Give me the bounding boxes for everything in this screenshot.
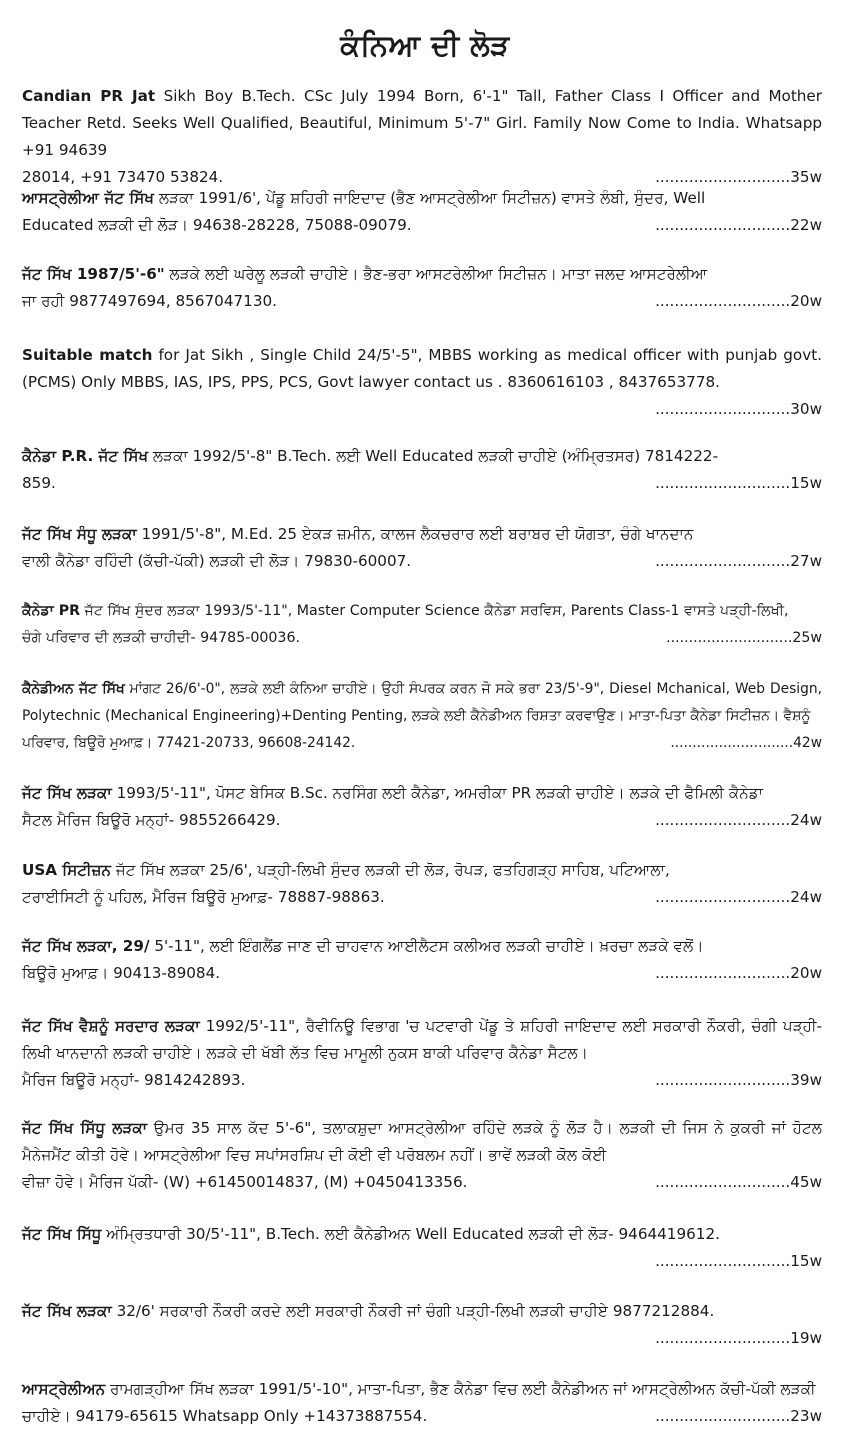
ad-text: 5'-11", ਲਈ ਇੰਗਲੈਂਡ ਜਾਣ ਦੀ ਚਾਹਵਾਨ ਆਈਲੈਟਸ ਕਲੀਅਰ ਲੜਕੀ ਚਾਹੀਏ। ਖ਼ਰਚਾ ਲੜਕੇ ਵਲੋਂ। bbox=[149, 937, 704, 955]
ad-price: ............................15w bbox=[655, 474, 822, 492]
ad-lead: ਜੱਟ ਸਿੱਖ ਲੜਕਾ, 29/ bbox=[22, 937, 150, 955]
ad-text: ਮਾਂਗਟ 26/6'-0", ਲੜਕੇ ਲਈ ਕੰਨਿਆ ਚਾਹੀਏ। ਉਹੀ ਸੰਪਰਕ ਕਰਨ ਜੋ ਸਕੇ ਭਰਾ 23/5'-9", Diesel Mchanical, Web Design, Polytechnic (Mechanical Engineering)+Denting Penting, ਲੜਕੇ ਲਈ ਕੈਨੇਡੀਅਨ ਰਿਸ਼ਤਾ ਕਰਵਾਉਣ। ਮਾਤਾ-ਪਿਤਾ ਕੈਨੇਡਾ ਸਿਟੀਜ਼ਨ। ਵੈਸ਼ਨੂੰ bbox=[22, 681, 822, 724]
ad-lead: ਜੱਟ ਸਿੱਖ 1987/5'-6" bbox=[22, 265, 165, 283]
classified-ad bbox=[22, 1115, 822, 1196]
ad-price: ............................19w bbox=[655, 1329, 822, 1347]
ad-text: ਲੜਕਾ 1991/6', ਪੇਂਡੂ ਸ਼ਹਿਰੀ ਜਾਇਦਾਦ (ਭੈਣ ਆਸਟ੍ਰੇਲੀਆ ਸਿਟੀਜ਼ਨ) ਵਾਸਤੇ ਲੰਬੀ, ਸੁੰਦਰ, Well bbox=[154, 189, 706, 207]
ad-lead: ਜੱਟ ਸਿੱਖ ਸਿੱਧੂ bbox=[22, 1225, 102, 1243]
ad-price: ............................25w bbox=[666, 630, 822, 646]
classified-ad bbox=[22, 261, 822, 315]
classified-ad bbox=[22, 1221, 822, 1275]
ad-text: ਲੜਕਾ 1992/5'-8" B.Tech. ਲਈ Well Educated ਲੜਕੀ ਚਾਹੀਏ (ਅੰਮ੍ਰਿਤਸਰ) 7814222- bbox=[148, 447, 719, 465]
ad-price: ............................42w bbox=[670, 735, 822, 751]
ad-lead: ਜੱਟ ਸਿੱਖ ਸਿੱਧੂ ਲੜਕਾ bbox=[22, 1119, 148, 1137]
ad-lead: ਕੈਨੇਡਾ PR bbox=[22, 603, 81, 619]
ad-text: 1993/5'-11", ਪੋਸਟ ਬੇਸਿਕ B.Sc. ਨਰਸਿੰਗ ਲਈ ਕੈਨੇਡਾ, ਅਮਰੀਕਾ PR ਲੜਕੀ ਚਾਹੀਏ। ਲੜਕੇ ਦੀ ਫੈਮਿਲੀ ਕੈਨੇਡਾ bbox=[111, 784, 763, 802]
page-title: ਕੰਨਿਆ ਦੀ ਲੋੜ bbox=[340, 28, 510, 62]
classified-ad bbox=[22, 676, 822, 757]
ad-tail: ਮੈਰਿਜ ਬਿਊਰੋ ਮਨ੍ਹਾਂ- 9814242893. bbox=[22, 1071, 246, 1089]
ad-price: ............................15w bbox=[655, 1252, 822, 1270]
classified-ad bbox=[22, 443, 822, 497]
ad-lead: ਜੱਟ ਸਿੱਖ ਲੜਕਾ bbox=[22, 1302, 112, 1320]
ad-price: ............................24w bbox=[655, 888, 822, 906]
ad-tail: Educated ਲੜਕੀ ਦੀ ਲੋੜ। 94638-28228, 75088-09079. bbox=[22, 216, 412, 234]
ad-price: ............................20w bbox=[655, 964, 822, 982]
ad-tail: ਬਿਊਰੋ ਮੁਆਫ਼। 90413-89084. bbox=[22, 964, 221, 982]
ad-lead: ਕੈਨੇਡੀਅਨ ਜੱਟ ਸਿੱਖ bbox=[22, 681, 125, 697]
ad-lead: ਜੱਟ ਸਿੱਖ ਸੰਧੂ ਲੜਕਾ bbox=[22, 525, 137, 543]
ad-price: ............................20w bbox=[655, 292, 822, 310]
ad-tail: ਵਾਲੀ ਕੈਨੇਡਾ ਰਹਿੰਦੀ (ਕੱਚੀ-ਪੱਕੀ) ਲੜਕੀ ਦੀ ਲੋੜ। 79830-60007. bbox=[22, 552, 412, 570]
ad-tail: 859. bbox=[22, 474, 56, 492]
ad-tail: ਵੀਜ਼ਾ ਹੋਵੇ। ਮੈਰਿਜ ਪੱਕੀ- (W) +61450014837, (M) +0450413356. bbox=[22, 1173, 468, 1191]
ad-price: ............................45w bbox=[655, 1173, 822, 1191]
ad-price: ............................27w bbox=[655, 552, 822, 570]
classified-ad bbox=[22, 780, 822, 834]
ad-price: ............................39w bbox=[655, 1071, 822, 1089]
ad-text: 32/6' ਸਰਕਾਰੀ ਨੌਕਰੀ ਕਰਦੇ ਲਈ ਸਰਕਾਰੀ ਨੌਕਰੀ ਜਾਂ ਚੰਗੀ ਪੜ੍ਹੀ-ਲਿਖੀ ਲੜਕੀ ਚਾਹੀਏ 9877212884. bbox=[111, 1302, 715, 1320]
ad-text: 1992/5'-11", ਰੈਵੀਨਿਊ ਵਿਭਾਗ 'ਚ ਪਟਵਾਰੀ ਪੇਂਡੂ ਤੇ ਸ਼ਹਿਰੀ ਜਾਇਦਾਦ ਲਈ ਸਰਕਾਰੀ ਨੌਕਰੀ, ਚੰਗੀ ਪੜ੍ਹੀ-ਲਿਖੀ ਖਾਨਦਾਨੀ ਲੜਕੀ ਚਾਹੀਏ। ਲੜਕੇ ਦੀ ਖੱਬੀ ਲੱਤ ਵਿਚ ਮਾਮੂਲੀ ਨੁਕਸ ਬਾਕੀ ਪਰਿਵਾਰ ਕੈਨੇਡਾ ਸੈਟਲ। bbox=[22, 1017, 822, 1062]
ad-price: ............................23w bbox=[655, 1407, 822, 1425]
ad-tail: 28014, +91 73470 53824. bbox=[22, 168, 224, 186]
ad-text: Sikh Boy B.Tech. CSc July 1994 Born, 6'-1" Tall, Father Class I Officer and Mother Teacher Retd. Seeks Well Qualified, Beautiful, Minimum 5'-7" Girl. Family Now Come to India. Whatsapp +91 94639 bbox=[22, 87, 823, 159]
ad-text: ਲੜਕੇ ਲਈ ਘਰੇਲੂ ਲੜਕੀ ਚਾਹੀਏ। ਭੈਣ-ਭਰਾ ਆਸਟਰੇਲੀਆ ਸਿਟੀਜ਼ਨ। ਮਾਤਾ ਜਲਦ ਆਸਟਰੇਲੀਆ bbox=[164, 265, 708, 283]
ad-text: ਅੰਮ੍ਰਿਤਧਾਰੀ 30/5'-11", B.Tech. ਲਈ ਕੈਨੇਡੀਅਨ Well Educated ਲੜਕੀ ਦੀ ਲੋੜ- 9464419612. bbox=[101, 1225, 720, 1243]
ad-price: ............................35w bbox=[655, 168, 822, 186]
classified-ad bbox=[22, 185, 822, 239]
ad-tail: ਜਾ ਰਹੀ 9877497694, 8567047130. bbox=[22, 292, 277, 310]
ad-text: for Jat Sikh , Single Child 24/5'-5", MBBS working as medical officer with punjab govt. (PCMS) Only MBBS, IAS, IPS, PPS, PCS, Govt lawyer contact us . 8360616103 , 8437653778. bbox=[22, 346, 822, 391]
ad-lead: ਜੱਟ ਸਿੱਖ ਵੈਸ਼ਨੂੰ ਸਰਦਾਰ ਲੜਕਾ bbox=[22, 1017, 200, 1035]
classified-ad bbox=[22, 857, 822, 911]
ad-price: ............................22w bbox=[655, 216, 822, 234]
classified-ad bbox=[22, 933, 822, 987]
ad-text: ਉਮਰ 35 ਸਾਲ ਕੱਦ 5'-6", ਤਲਾਕਸ਼ੁਦਾ ਆਸਟ੍ਰੇਲੀਆ ਰਹਿੰਦੇ ਲੜਕੇ ਨੂੰ ਲੋੜ ਹੈ। ਲੜਕੀ ਦੀ ਜਿਸ ਨੇ ਕੁਕਰੀ ਜਾਂ ਹੋਟਲ ਮੈਨੇਜਮੈਂਟ ਕੀਤੀ ਹੋਵੇ। ਆਸਟ੍ਰੇਲੀਆ ਵਿਚ ਸਪਾਂਸਰਸ਼ਿਪ ਦੀ ਕੋਈ ਵੀ ਪਰੋਬਲਮ ਨਹੀਂ। ਭਾਵੇਂ ਲੜਕੀ ਕੋਲ ਕੋਈ bbox=[22, 1119, 822, 1164]
ad-tail: ਟਰਾਈਸਿਟੀ ਨੂੰ ਪਹਿਲ, ਮੈਰਿਜ ਬਿਊਰੋ ਮੁਆਫ਼- 78887-98863. bbox=[22, 888, 385, 906]
ad-lead: Suitable match bbox=[22, 346, 153, 364]
ad-lead: ਆਸਟ੍ਰੇਲੀਆ ਜੱਟ ਸਿੱਖ bbox=[22, 189, 155, 207]
ad-text: 1991/5'-8", M.Ed. 25 ਏਕੜ ਜ਼ਮੀਨ, ਕਾਲਜ ਲੈਕਚਰਾਰ ਲਈ ਬਰਾਬਰ ਦੀ ਯੋਗਤਾ, ਚੰਗੇ ਖਾਨਦਾਨ bbox=[136, 525, 694, 543]
ad-tail: ਸੈਟਲ ਮੈਰਿਜ ਬਿਊਰੋ ਮਨ੍ਹਾਂ- 9855266429. bbox=[22, 811, 281, 829]
ad-text: ਜੱਟ ਸਿੱਖ ਲੜਕਾ 25/6', ਪੜ੍ਹੀ-ਲਿਖੀ ਸੁੰਦਰ ਲੜਕੀ ਦੀ ਲੋੜ, ਰੋਪੜ, ਫਤਹਿਗੜ੍ਹ ਸਾਹਿਬ, ਪਟਿਆਲਾ, bbox=[111, 861, 670, 879]
ad-text: ਜੱਟ ਸਿੱਖ ਸੁੰਦਰ ਲੜਕਾ 1993/5'-11", Master Computer Science ਕੈਨੇਡਾ ਸਰਵਿਸ, Parents Class-1 ਵਾਸਤੇ ਪੜ੍ਹੀ-ਲਿਖੀ, bbox=[80, 603, 789, 619]
ad-text: ਰਾਮਗੜ੍ਹੀਆ ਸਿੱਖ ਲੜਕਾ 1991/5'-10", ਮਾਤਾ-ਪਿਤਾ, ਭੈਣ ਕੈਨੇਡਾ ਵਿਚ ਲਈ ਕੈਨੇਡੀਅਨ ਜਾਂ ਆਸਟ੍ਰੇਲੀਅਨ ਕੱਚੀ-ਪੱਕੀ ਲੜਕੀ bbox=[105, 1380, 816, 1398]
ad-lead: ਆਸਟ੍ਰੇਲੀਅਨ bbox=[22, 1380, 106, 1398]
classified-ad bbox=[22, 521, 822, 575]
classified-ad bbox=[22, 1298, 822, 1352]
classified-ad bbox=[22, 1013, 822, 1094]
ad-price: ............................24w bbox=[655, 811, 822, 829]
ad-price: ............................30w bbox=[655, 400, 822, 418]
ad-lead: ਕੈਨੇਡਾ P.R. ਜੱਟ ਸਿੱਖ bbox=[22, 447, 149, 465]
ad-lead: ਜੱਟ ਸਿੱਖ ਲੜਕਾ bbox=[22, 784, 112, 802]
ad-tail: ਚੰਗੇ ਪਰਿਵਾਰ ਦੀ ਲੜਕੀ ਚਾਹੀਦੀ- 94785-00036. bbox=[22, 630, 300, 646]
ad-lead: Candian PR Jat bbox=[22, 87, 156, 105]
classified-ad bbox=[22, 83, 822, 191]
classified-ad bbox=[22, 1376, 822, 1430]
ad-lead: USA ਸਿਟੀਜ਼ਨ bbox=[22, 861, 112, 879]
classified-ad bbox=[22, 598, 822, 652]
ad-tail: ਚਾਹੀਏ। 94179-65615 Whatsapp Only +14373887554. bbox=[22, 1407, 428, 1425]
ad-tail: ਪਰਿਵਾਰ, ਬਿਊਰੋ ਮੁਆਫ਼। 77421-20733, 96608-24142. bbox=[22, 735, 356, 751]
classified-ad bbox=[22, 342, 822, 423]
